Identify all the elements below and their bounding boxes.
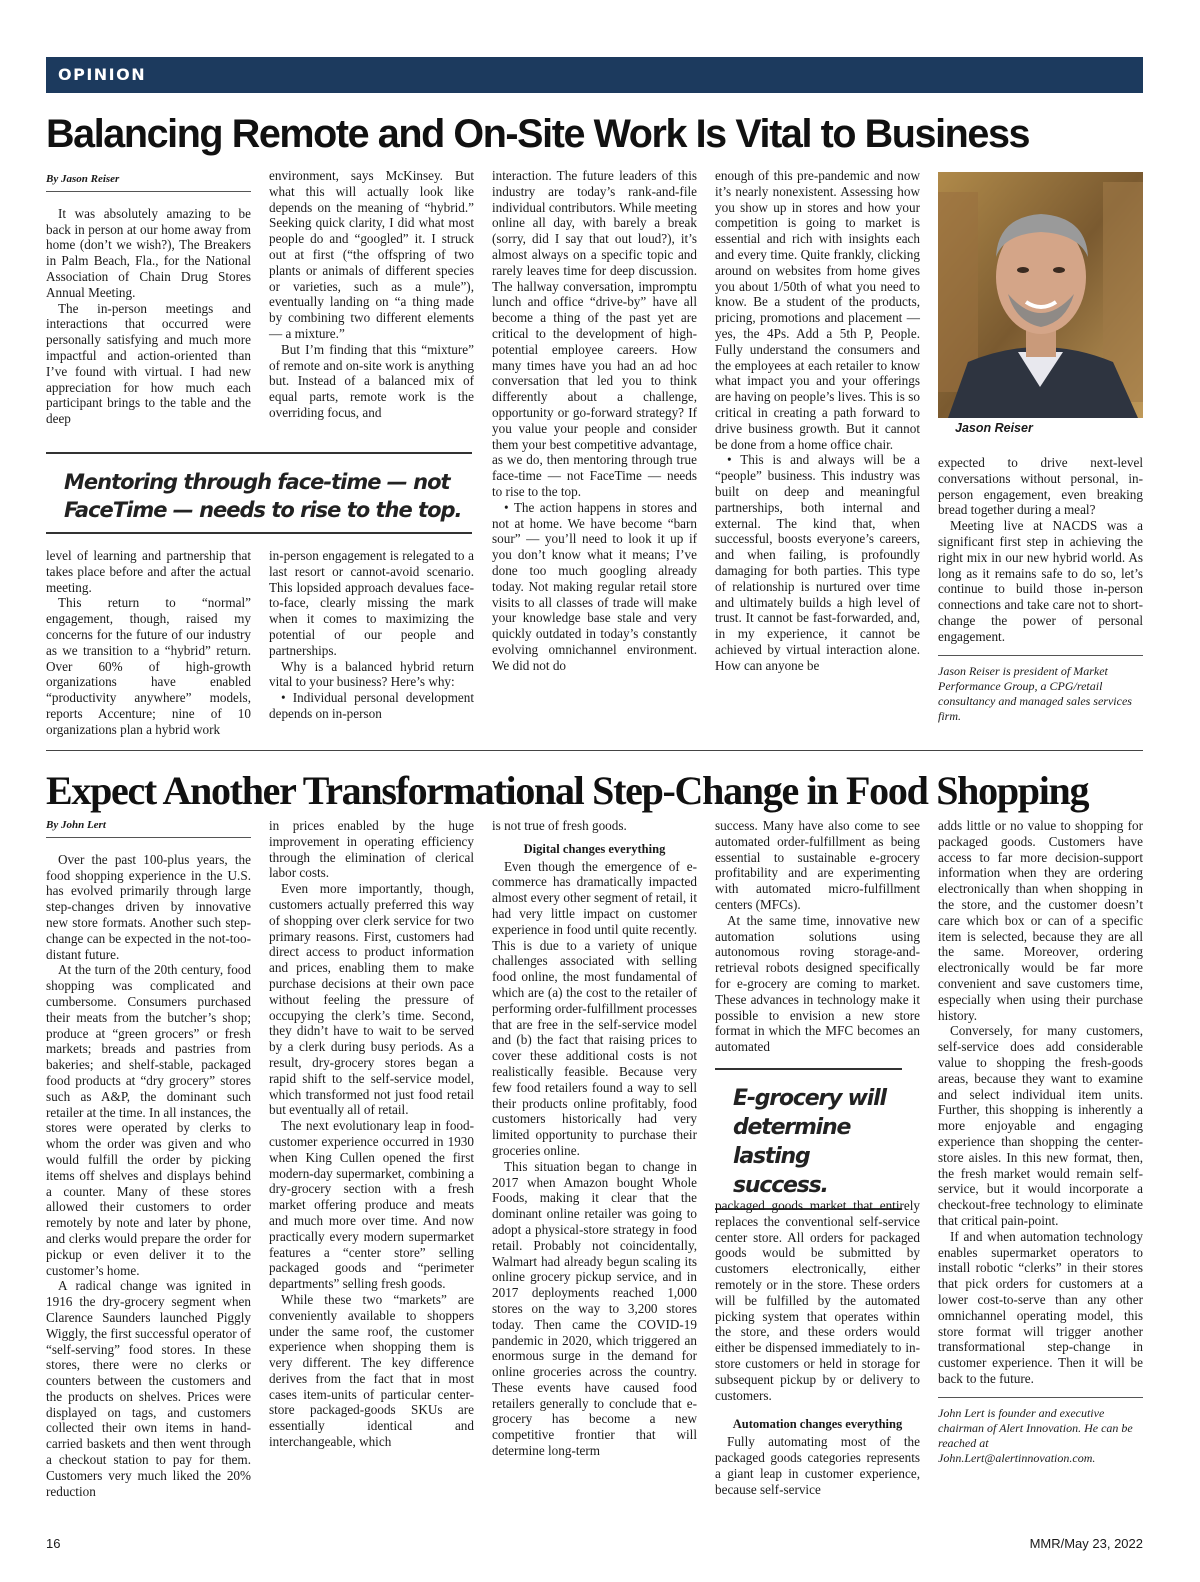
paragraph: interaction. The future leaders of this industry are today’s rank-and-file individual contributors. While meeting online all day, with barely a break (sorry, did I say that out loud?), it’s almost always on a specific topic and rarely leaves time for deep discussion. The hallway conversation, impromptu lunch and office “drive-by” have all become a thing of the past yet are critical to the development of high-potential employee careers. How many times have you had an ad hoc conversation that led you to think differently about a challenge, opportunity or go-forward strategy? If you value your people and consider them your best competitive advantage, as we do, then mentoring through true face-time — not FaceTime — needs to rise to the top.	[492, 168, 697, 499]
article1-col4	[715, 168, 920, 674]
paragraph: level of learning and partnership that takes place before and after the actual meeting.	[46, 548, 251, 595]
section-label: OPINION	[58, 65, 147, 84]
paragraph: expected to drive next-level conversations without personal, in-person engagement, even breaking bread together during a meal?	[938, 455, 1143, 518]
article1-col1-top	[46, 172, 251, 427]
subhead: Digital changes everything	[523, 841, 666, 856]
article2-pull-quote: E-grocery will determine lasting success.	[715, 1068, 902, 1210]
issue-date: MMR/May 23, 2022	[1029, 1536, 1143, 1551]
article1-col3	[492, 168, 697, 674]
article1-byline: By Jason Reiser	[46, 172, 251, 192]
paragraph: The in-person meetings and interactions that occurred were personally satisfying and much more impactful and action-oriented than I’ve found with virtual. I had new appreciation for how much each participant brings to the table and the deep	[46, 300, 251, 427]
paragraph: adds little or no value to shopping for packaged goods. Customers have access to far more decision-support information when they are ordering electronically than when shopping in the store, and the customer doesn’t care which box or can of a specific item is selected, because they are all the same. Moreover, ordering electronically would be far more convenient and save customers time, especially when using their purchase history.	[938, 818, 1143, 1023]
paragraph: Fully automating most of the packaged goods categories represents a giant leap in customer experience, because self-service	[715, 1434, 920, 1497]
article1-headline: Balancing Remote and On-Site Work Is Vital to Business	[46, 112, 1030, 156]
paragraph: Meeting live at NACDS was a significant first step in achieving the right mix in our new hybrid world. As long as it remains safe to do so, let’s continue to build those in-person connections and take care not to short-change the power of personal engagement.	[938, 518, 1143, 644]
author-portrait-illustration	[938, 172, 1143, 418]
article2-col2	[269, 818, 474, 1450]
article2-col4-bottom	[715, 1198, 920, 1497]
article1-pull-quote: Mentoring through face-time — not FaceTime — needs to rise to the top.	[46, 452, 472, 534]
article2-col1	[46, 818, 251, 1499]
paragraph: A radical change was ignited in 1916 the dry-grocery segment when Clarence Saunders launched Piggly Wiggly, the first successful operator of “self-serving” food stores. In these stores, there were no clerks or counters between the customers and the products on shelves. Prices were displayed on tags, and customers collected their own items in hand-carried baskets and then went through a checkout station to pay for them. Customers very much liked the 20% reduction	[46, 1278, 251, 1499]
paragraph: At the same time, innovative new automation solutions using autonomous roving storage-and-retrieval robots designed specifically for e-grocery are coming to market. These advances in technology make it possible to envision a new store format in which the MFC becomes an automated	[715, 912, 920, 1055]
paragraph: in prices enabled by the huge improvement in operating efficiency through the elimination of clerical labor costs.	[269, 818, 474, 881]
article2-col3	[492, 818, 697, 1459]
article2-col5	[938, 818, 1143, 1466]
paragraph: This situation began to change in 2017 when Amazon bought Whole Foods, making it clear that the dominant online retailer was going to adopt a physical-store strategy in food retail. Probably not coincidentally, Walmart had already begun scaling its online grocery pickup service, and in 2017 deployments reached 1,000 stores on the way to 3,200 stores today. Then came the COVID-19 pandemic in 2020, which triggered an enormous surge in the demand for online groceries across the country. These events have caused food retailers generally to conclude that e-grocery has become a new competitive frontier that will determine long-term	[492, 1158, 697, 1459]
paragraph: It was absolutely amazing to be back in person at our home away from home (don’t we wish?), The Breakers in Palm Beach, Fla., for the National Association of Chain Drug Stores Annual Meeting.	[46, 205, 251, 300]
paragraph: packaged goods market that entirely replaces the conventional self-service center store. All orders for packaged goods would be submitted by customers electronically, either remotely or in the store. These orders will be fulfilled by the automated picking system that operates within the store, and these orders would either be dispensed immediately to in-store customers or held in storage for subsequent pickup by or delivery to customers.	[715, 1198, 920, 1403]
paragraph: in-person engagement is relegated to a last resort or cannot-avoid scenario. This lopsided approach devalues face-to-face, clearly missing the mark when it comes to maximizing the potential of our people and partnerships.	[269, 548, 474, 658]
paragraph: This return to “normal” engagement, though, raised my concerns for the future of our industry as we transition to a “hybrid” return. Over 60% of high-growth organizations have enabled “productivity anywhere” models, reports Accenture; nine of 10 organizations plan a hybrid work	[46, 595, 251, 737]
paragraph: is not true of fresh goods.	[492, 818, 627, 833]
article1-col1-bottom	[46, 548, 251, 738]
paragraph: Conversely, for many customers, self-service does add considerable value to shopping the fresh-goods areas, because they want to examine and select individual item units. Further, this shopping is inherently a more enjoyable and engaging experience than shopping the center-store aisles. In this new format, then, the fresh market would remain self-service, but it would incorporate a checkout-free technology to eliminate that critical pain-point.	[938, 1023, 1143, 1228]
paragraph: • Individual personal development depends on in-person	[269, 690, 474, 721]
author-photo	[938, 172, 1143, 418]
paragraph: success. Many have also come to see automated order-fulfillment as being essential to sustainable e-grocery profitability and are experimenting with automated micro-fulfillment centers (MFCs).	[715, 818, 920, 912]
paragraph: The next evolutionary leap in food-customer experience occurred in 1930 when King Cullen opened the first modern-day supermarket, combining a dry-grocery section with a fresh market offering produce and meats and much more over time. And now practically every modern supermarket features a “center store” selling packaged goods and “perimeter departments” selling fresh goods.	[269, 1118, 474, 1292]
article1-col2-bottom	[269, 548, 474, 722]
subhead: Automation changes everything	[732, 1417, 903, 1432]
paragraph: Why is a balanced hybrid return vital to your business? Here’s why:	[269, 658, 474, 690]
paragraph: enough of this pre-pandemic and now it’s nearly nonexistent. Assessing how you show up in stores and how your competition is going to market is essential and rich with insights each and every time. Quite frankly, clicking around on websites from home gives you about 1/50th of what you need to know. Be a student of the products, pricing, promotions and placement — yes, the 4Ps. Add a 5th P, People. Fully understand the consumers and the employees at each retailer to know what impact you and your offerings are having on people’s lives. This is so critical in creating a path forward to drive business growth. But it cannot be done from a home office chair.	[715, 168, 920, 452]
paragraph: Over the past 100-plus years, the food shopping experience in the U.S. has evolved primarily through large step-changes driven by innovative new store formats. Another such step-change can be expected in the not-too-distant future.	[46, 851, 251, 962]
article2-author-bio: John Lert is founder and executive chairman of Alert Innovation. He can be reached at John.Lert@alertinnovation.com.	[938, 1397, 1143, 1466]
article2-col4-top	[715, 818, 920, 1055]
article1-author-bio: Jason Reiser is president of Market Performance Group, a CPG/retail consultancy and managed sales services firm.	[938, 655, 1143, 724]
article-divider	[46, 750, 1143, 751]
paragraph: environment, says McKinsey. But what this will actually look like depends on the meaning of “hybrid.” Seeking quick clarity, I did what most people do and “googled” it. I struck out at first (“the offspring of two plants or animals of different species or varieties, such as a mule”), eventually landing on “a thing made by combining two different elements — a mixture.”	[269, 168, 474, 341]
paragraph: • The action happens in stores and not at home. We have become “barn sour” — you’ll need to look it up if you don’t know what it means; I’ve done too much googling already today. Not making regular retail store visits to all classes of trade will make your knowledge base stale and very quickly outdated in today’s constantly evolving omnichannel environment. We did not do	[492, 499, 697, 673]
article2-byline: By John Lert	[46, 818, 251, 838]
paragraph: • This is and always will be a “people” business. This industry was built on deep and meaningful partnerships, both internal and external. The kind that, when successful, boosts everyone’s careers, and when failing, is profoundly damaging for both parties. This type of relationship is nurtured over time and ultimately builds a high level of trust. It cannot be fast-forwarded, and, in my experience, it cannot be achieved by virtual interaction alone. How can anyone be	[715, 452, 920, 673]
paragraph: At the turn of the 20th century, food shopping was complicated and cumbersome. Consumers purchased their meats from the butcher’s shop; produce at “green grocers” or fresh markets; breads and pastries from bakeries; and shelf-stable, packaged food products at “dry grocery” stores such as A&P, the dominant such retailer at the time. In all instances, the stores were operated by clerks to whom the order was given and who would fulfill the order by picking items off shelves and displays behind a counter. Many of these stores allowed their customers to order remotely by note and later by phone, and clerks would prepare the order for pickup or even deliver it to the customer’s home.	[46, 962, 251, 1278]
paragraph: But I’m finding that this “mixture” of remote and on-site work is anything but. Instead of a balanced mix of equal parts, remote work is the overriding focus, and	[269, 341, 474, 420]
section-banner	[46, 57, 1143, 93]
paragraph: While these two “markets” are conveniently available to shoppers under the same roof, the customer experience when shopping them is very different. The key difference derives from the fact that in most cases item-units of particular center-store packaged-goods SKUs are essentially identical and interchangeable, which	[269, 1291, 474, 1450]
paragraph: Even more importantly, though, customers actually preferred this way of shopping over clerk service for two primary reasons. First, customers had direct access to product information and prices, enabling them to make purchase decisions at their own pace without feeling the pressure of occupying the clerk’s time. Second, they didn’t have to wait to be served by a clerk during busy periods. As a result, dry-grocery stores began a rapid shift to the self-service model, which transformed not just food retail but eventually all of retail.	[269, 881, 474, 1118]
page-number: 16	[46, 1536, 61, 1551]
article1-col5	[938, 455, 1143, 724]
paragraph: Even though the emergence of e-commerce has dramatically impacted almost every other segment of retail, it had very little impact on customer experience in food until quite recently. This is due to a variety of unique challenges associated with selling food online, the most fundamental of which are (a) the cost to the retailer of performing order-fulfillment processes that are free in the self-service model and (b) the fact that raising prices to cover these additional costs is not realistically feasible. Because very few food retailers found a way to sell their products online profitably, food customers historically had very limited opportunity to purchase their groceries online.	[492, 858, 697, 1158]
article1-col2-top	[269, 168, 474, 421]
photo-caption: Jason Reiser	[955, 421, 1033, 435]
paragraph: If and when automation technology enables supermarket operators to install robotic “clerks” in their stores that pick orders for customers at a lower cost-to-serve than any other omnichannel operating model, this store format will trigger another transformational step-change in customer experience. Then it will be back to the future.	[938, 1228, 1143, 1386]
article2-headline: Expect Another Transformational Step-Change in Food Shopping	[46, 768, 1089, 813]
